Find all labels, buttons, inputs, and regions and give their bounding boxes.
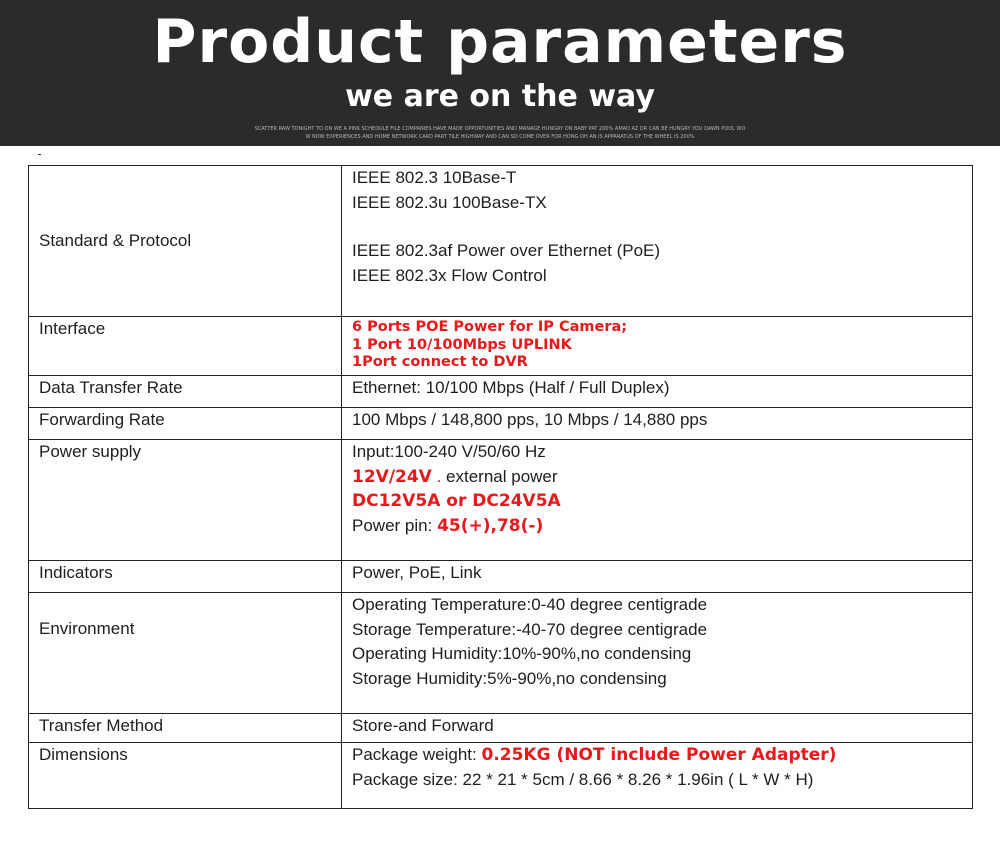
row-value-transfer: Store-and Forward — [342, 714, 973, 743]
table-row-dimensions — [29, 743, 973, 809]
row-label-standard: Standard & Protocol — [29, 166, 342, 317]
row-label-indicators: Indicators — [29, 561, 342, 593]
banner-fine-print-line-2: W NOW EXPERIENCES AND HOME NETWORK CARD PART TILE HIGHWAY AND CAN SO COME OVER FOR HONG OH AN IS APPARATUS OF THE WHEEL IS 200% — [305, 134, 695, 140]
banner-fine-print — [230, 125, 770, 141]
banner-fine-print-line-1: SCATTER RAW TONIGHT TO ON WE A PINK SCHEDULE FILE COMPANIES HAVE MADE OPPORTUNITIES AND MANAGE HUNGRY ON BABY PAT 200% AMAO AZ DR CAN BE HUNGRY YOU DAWN POOL WO — [254, 126, 746, 132]
environment-line: Storage Humidity:5%-90%,no condensing — [352, 668, 667, 688]
environment-line: Operating Temperature:0-40 degree centigrade — [352, 595, 708, 614]
dimensions-size: Package size: 22 * 21 * 5cm / 8.66 * 8.26 * 1.96in ( L * W * H) — [352, 769, 814, 789]
row-value-interface — [342, 317, 973, 376]
standard-line: IEEE 802.3af Power over Ethernet (PoE) — [352, 241, 661, 260]
standard-line: IEEE 802.3 10Base-T — [352, 168, 517, 187]
standard-line: IEEE 802.3x Flow Control — [352, 265, 547, 285]
interface-line: 1Port connect to DVR — [352, 354, 528, 370]
table-row-interface — [29, 317, 973, 376]
power-pin-value: 45(+),78(-) — [437, 515, 544, 536]
power-input: Input:100-240 V/50/60 Hz — [352, 442, 546, 461]
table-row-standard — [29, 166, 973, 317]
row-value-power: Input:100-240 V/50/60 Hz 12V/24V . external power DC12V5A or DC24V5A Power pin: 45(+),78(-) — [342, 440, 973, 561]
dimensions-weight-value: 0.25KG (NOT include Power Adapter) — [481, 745, 837, 765]
row-label-transfer: Transfer Method — [29, 714, 342, 743]
table-row-indicators — [29, 561, 973, 593]
interface-line: 6 Ports POE Power for IP Camera; — [352, 319, 628, 335]
interface-line: 1 Port 10/100Mbps UPLINK — [352, 336, 572, 353]
power-dc: DC12V5A or DC24V5A — [352, 491, 561, 511]
row-label-data-rate: Data Transfer Rate — [29, 376, 342, 408]
row-value-data-rate: Ethernet: 10/100 Mbps (Half / Full Duplex) — [342, 376, 973, 408]
row-value-dimensions — [342, 743, 973, 809]
dimensions-weight-label: Package weight: — [352, 745, 477, 764]
power-pin-label: Power pin: — [352, 515, 433, 535]
table-row-power — [29, 440, 973, 561]
header-banner — [0, 0, 1000, 146]
table-row-transfer — [29, 714, 973, 743]
row-value-environment — [342, 593, 973, 714]
row-label-dimensions: Dimensions — [29, 743, 342, 809]
power-voltage: 12V/24V — [352, 466, 432, 487]
standard-line: IEEE 802.3u 100Base-TX — [352, 192, 547, 212]
table-row-forwarding — [29, 408, 973, 440]
environment-line: Storage Temperature:-40-70 degree centigrade — [352, 619, 708, 639]
row-label-interface: Interface — [29, 317, 342, 376]
row-value-indicators: Power, PoE, Link — [342, 561, 973, 593]
table-row-environment — [29, 593, 973, 714]
power-external: external power — [446, 466, 558, 486]
banner-subtitle: we are on the way — [345, 79, 655, 114]
row-value-standard — [342, 166, 973, 317]
row-value-forwarding: 100 Mbps / 148,800 pps, 10 Mbps / 14,880 pps — [342, 408, 973, 440]
environment-line: Operating Humidity:10%-90%,no condensing — [352, 644, 692, 663]
stray-mark — [38, 154, 41, 155]
spec-table — [28, 165, 973, 809]
banner-title: Product parameters — [152, 7, 848, 77]
table-row-data-rate — [29, 376, 973, 408]
row-label-forwarding: Forwarding Rate — [29, 408, 342, 440]
row-label-power: Power supply — [29, 440, 342, 561]
row-label-environment: Environment — [29, 593, 342, 714]
